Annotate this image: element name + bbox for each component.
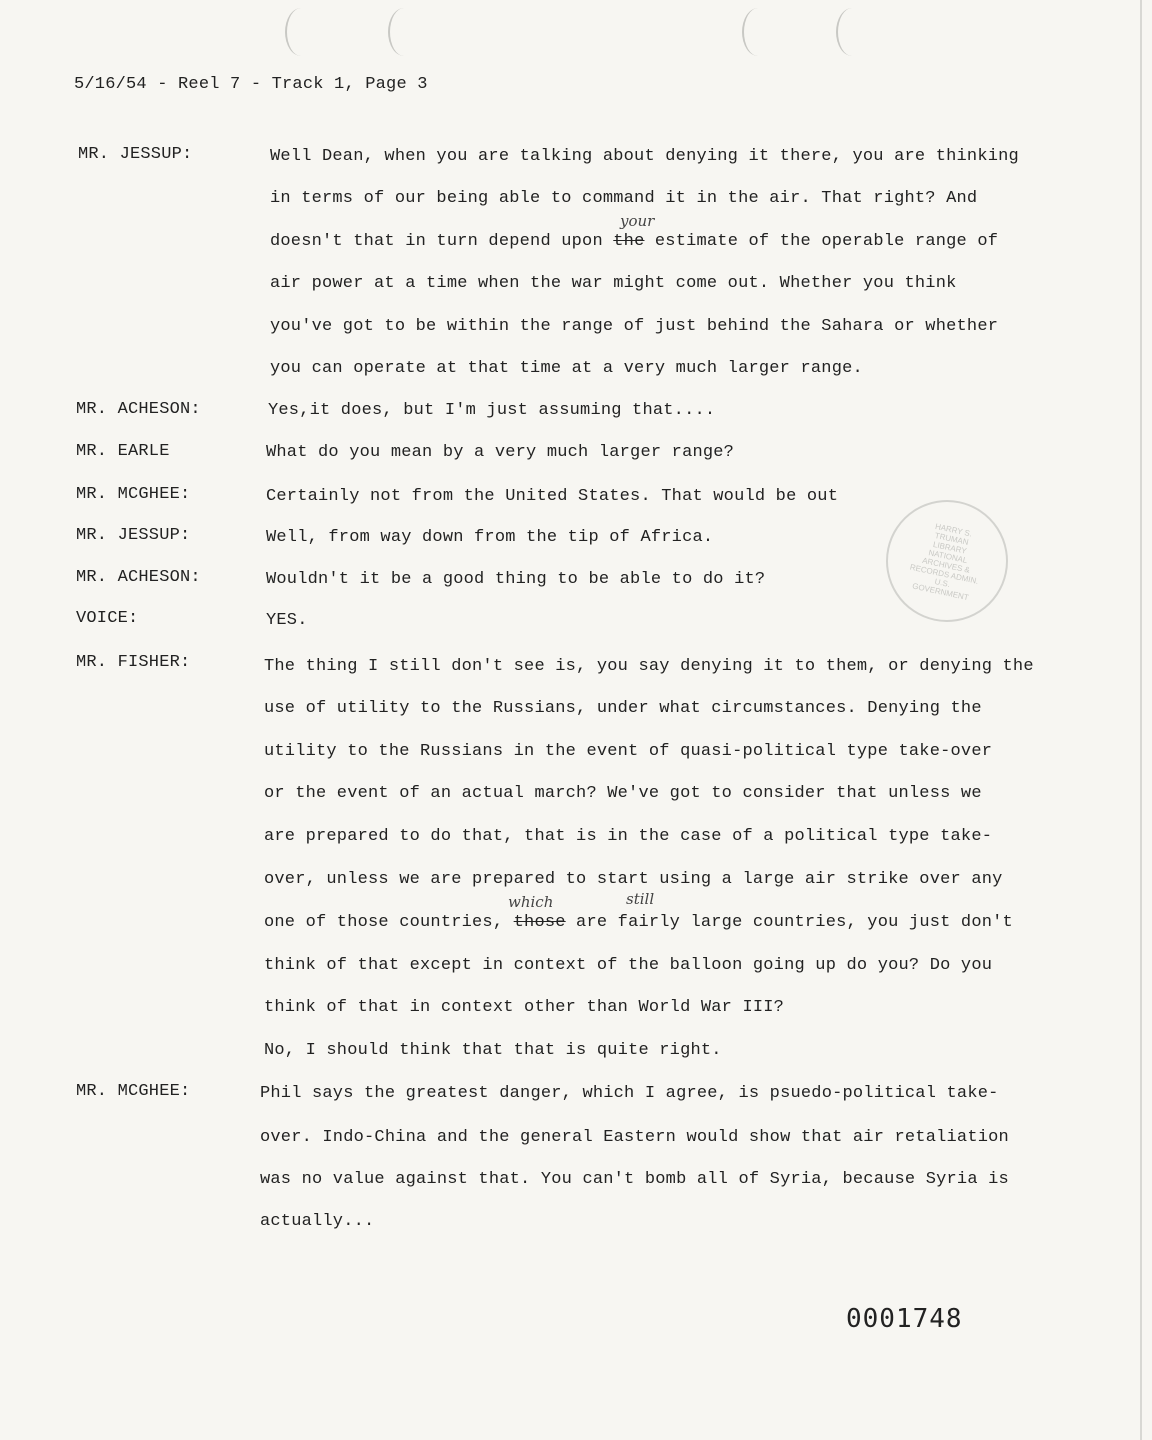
transcript-line: What do you mean by a very much larger range?: [266, 443, 735, 462]
transcript-line: was no value against that. You can't bomb all of Syria, because Syria is: [260, 1170, 1009, 1189]
punch-hole: [388, 8, 420, 56]
handwritten-insertion: which: [508, 893, 554, 911]
transcript-line: are prepared to do that, that is in the case of a political type take-: [264, 827, 993, 846]
handwritten-insertion: your: [620, 212, 655, 230]
struck-word: the: [613, 232, 645, 251]
speaker-label: VOICE:: [76, 609, 139, 628]
transcript-line: The thing I still don't see is, you say denying it to them, or denying the: [264, 657, 1034, 676]
transcript-line: actually...: [260, 1212, 375, 1231]
speaker-label: MR. MCGHEE:: [76, 485, 191, 504]
handwritten-insertion: still: [626, 890, 655, 908]
transcript-line: Phil says the greatest danger, which I agree, is psuedo-political take-: [260, 1084, 999, 1103]
transcript-line: YES.: [266, 611, 308, 630]
transcript-line: you've got to be within the range of just behind the Sahara or whether: [270, 317, 999, 336]
transcript-line: Certainly not from the United States. That would be out: [266, 487, 839, 506]
transcript-line: Well, from way down from the tip of Africa.: [266, 528, 714, 547]
transcript-line: use of utility to the Russians, under what circumstances. Denying the: [264, 699, 982, 718]
transcript-line: doesn't that in turn depend upon the estimate of the operable range of: [270, 232, 999, 251]
transcript-line: No, I should think that that is quite right.: [264, 1041, 722, 1060]
transcript-line: Wouldn't it be a good thing to be able to do it?: [266, 570, 766, 589]
transcript-line: air power at a time when the war might come out. Whether you think: [270, 274, 957, 293]
speaker-label: MR. JESSUP:: [76, 526, 191, 545]
punch-hole: [742, 8, 774, 56]
speaker-label: MR. FISHER:: [76, 653, 191, 672]
speaker-label: MR. ACHESON:: [76, 568, 201, 587]
speaker-label: MR. ACHESON:: [76, 400, 201, 419]
transcript-line: think of that in context other than World War III?: [264, 998, 785, 1017]
punch-hole: [285, 8, 317, 56]
transcript-line: or the event of an actual march? We've got to consider that unless we: [264, 784, 982, 803]
punch-hole: [836, 8, 868, 56]
transcript-line: one of those countries, those are fairly large countries, you just don't: [264, 913, 1013, 932]
speaker-label: MR. EARLE: [76, 442, 170, 461]
transcript-line: over. Indo-China and the general Eastern would show that air retaliation: [260, 1128, 1009, 1147]
page-header: 5/16/54 - Reel 7 - Track 1, Page 3: [74, 75, 428, 94]
document-number: 0001748: [846, 1304, 963, 1334]
transcript-line: in terms of our being able to command it in the air. That right? And: [270, 189, 978, 208]
transcript-line: you can operate at that time at a very much larger range.: [270, 359, 863, 378]
speaker-label: MR. JESSUP:: [78, 145, 193, 164]
speaker-label: MR. MCGHEE:: [76, 1082, 191, 1101]
struck-word: those: [513, 913, 566, 932]
page-edge: [1140, 0, 1142, 1440]
transcript-line: Well Dean, when you are talking about denying it there, you are thinking: [270, 147, 1019, 166]
transcript-line: utility to the Russians in the event of quasi-political type take-over: [264, 742, 993, 761]
transcript-line: Yes,it does, but I'm just assuming that....: [268, 401, 716, 420]
library-stamp: [875, 489, 1020, 634]
transcript-line: over, unless we are prepared to start using a large air strike over any: [264, 870, 1003, 889]
transcript-line: think of that except in context of the balloon going up do you? Do you: [264, 956, 993, 975]
stamp-text: HARRY S. TRUMAN LIBRARY NATIONAL ARCHIVES & RECORDS ADMIN. U.S. GOVERNMENT: [909, 521, 980, 603]
